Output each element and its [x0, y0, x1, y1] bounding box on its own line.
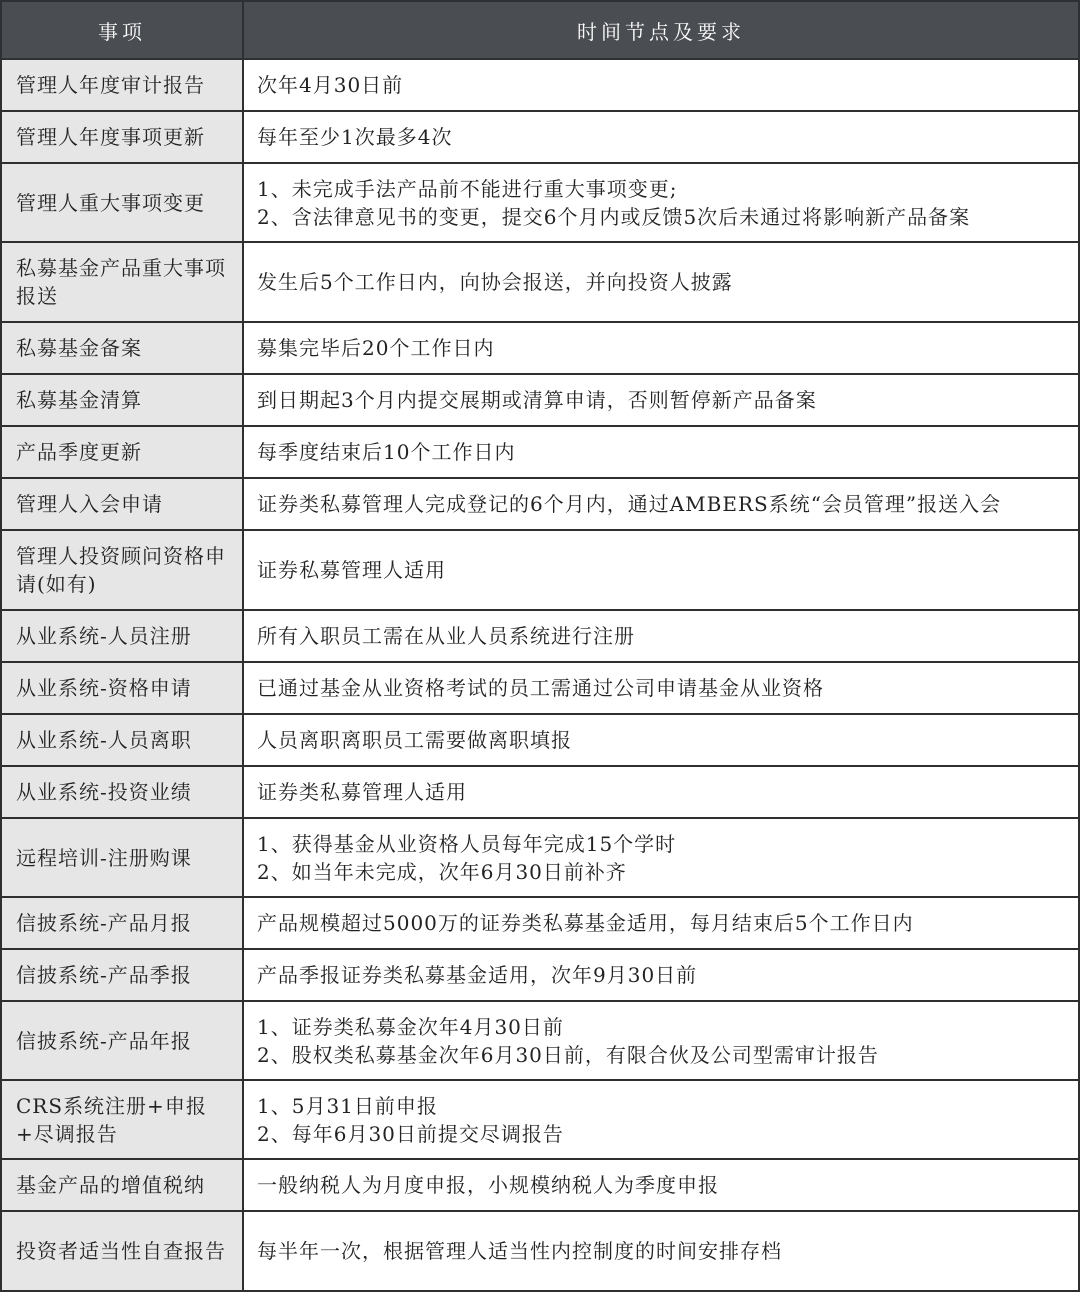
timing-line: 发生后5个工作日内，向协会报送，并向投资人披露 [257, 270, 733, 294]
timing-cell [243, 818, 1079, 897]
timing-line: 到日期起3个月内提交展期或清算申请，否则暂停新产品备案 [257, 388, 817, 412]
item-cell: 从业系统-投资业绩 [1, 766, 243, 818]
timing-line: 募集完毕后20个工作日内 [257, 336, 495, 360]
timing-line: 2、含法律意见书的变更，提交6个月内或反馈5次后未通过将影响新产品备案 [257, 204, 971, 229]
timing-cell [243, 111, 1079, 163]
table-row [1, 111, 1079, 163]
timing-cell [243, 949, 1079, 1001]
item-cell: 产品季度更新 [1, 426, 243, 478]
timing-cell [243, 714, 1079, 766]
timing-line: 产品规模超过5000万的证券类私募基金适用，每月结束后5个工作日内 [257, 911, 914, 935]
timing-cell [243, 242, 1079, 322]
table-row [1, 374, 1079, 426]
timing-line: 2、如当年未完成，次年6月30日前补齐 [257, 859, 627, 884]
table-row [1, 1080, 1079, 1159]
timing-cell [243, 1001, 1079, 1080]
item-cell: 管理人重大事项变更 [1, 163, 243, 242]
timing-line: 1、未完成手法产品前不能进行重大事项变更; [257, 176, 678, 201]
timing-line: 每季度结束后10个工作日内 [257, 440, 516, 464]
timing-line: 已通过基金从业资格考试的员工需通过公司申请基金从业资格 [257, 676, 824, 700]
timing-cell [243, 897, 1079, 949]
timing-cell [243, 662, 1079, 714]
timing-line: 产品季报证券类私募基金适用，次年9月30日前 [257, 963, 698, 987]
item-cell: 远程培训-注册购课 [1, 818, 243, 897]
table-row [1, 662, 1079, 714]
timing-line: 1、5月31日前申报 [257, 1093, 438, 1118]
timing-cell [243, 530, 1079, 610]
timing-cell [243, 478, 1079, 530]
item-cell: 从业系统-人员注册 [1, 610, 243, 662]
table-body [1, 59, 1079, 1291]
table-row [1, 949, 1079, 1001]
timing-cell [243, 610, 1079, 662]
item-cell: 信披系统-产品月报 [1, 897, 243, 949]
table-row [1, 766, 1079, 818]
table-row [1, 163, 1079, 242]
item-cell: 管理人入会申请 [1, 478, 243, 530]
header-item: 事项 [1, 1, 243, 59]
table-row [1, 610, 1079, 662]
item-cell: 管理人投资顾问资格申请(如有) [1, 530, 243, 610]
timing-line: 1、获得基金从业资格人员每年完成15个学时 [257, 831, 677, 856]
timing-cell [243, 766, 1079, 818]
timing-cell [243, 163, 1079, 242]
table-row [1, 818, 1079, 897]
item-cell: CRS系统注册+申报+尽调报告 [1, 1080, 243, 1159]
timing-line: 每半年一次，根据管理人适当性内控制度的时间安排存档 [257, 1239, 782, 1263]
table-row [1, 1159, 1079, 1211]
table-row [1, 426, 1079, 478]
timing-line: 人员离职离职员工需要做离职填报 [257, 728, 572, 752]
header-timing: 时间节点及要求 [243, 1, 1079, 59]
item-cell: 信披系统-产品季报 [1, 949, 243, 1001]
table-row [1, 242, 1079, 322]
table-row [1, 1001, 1079, 1080]
table-row [1, 714, 1079, 766]
table-row [1, 322, 1079, 374]
timing-line: 证券类私募管理人适用 [257, 780, 467, 804]
timing-line: 1、证券类私募金次年4月30日前 [257, 1014, 564, 1039]
timing-cell [243, 1159, 1079, 1211]
timing-line: 2、股权类私募基金次年6月30日前，有限合伙及公司型需审计报告 [257, 1042, 879, 1067]
item-cell: 从业系统-资格申请 [1, 662, 243, 714]
item-cell: 私募基金产品重大事项报送 [1, 242, 243, 322]
timing-line: 每年至少1次最多4次 [257, 125, 453, 149]
item-cell: 管理人年度事项更新 [1, 111, 243, 163]
timing-cell [243, 1211, 1079, 1291]
timing-line: 一般纳税人为月度申报，小规模纳税人为季度申报 [257, 1173, 719, 1197]
table-header-row [1, 1, 1079, 59]
timing-line: 次年4月30日前 [257, 73, 404, 97]
timing-cell [243, 322, 1079, 374]
item-cell: 从业系统-人员离职 [1, 714, 243, 766]
table-row [1, 897, 1079, 949]
timing-line: 2、每年6月30日前提交尽调报告 [257, 1121, 564, 1146]
timing-cell [243, 1080, 1079, 1159]
table-row [1, 1211, 1079, 1291]
table-row [1, 59, 1079, 111]
item-cell: 投资者适当性自查报告 [1, 1211, 243, 1291]
timing-cell [243, 59, 1079, 111]
item-cell: 信披系统-产品年报 [1, 1001, 243, 1080]
timing-cell [243, 426, 1079, 478]
timing-line: 证券类私募管理人完成登记的6个月内，通过AMBERS系统“会员管理”报送入会 [257, 492, 1002, 516]
item-cell: 私募基金清算 [1, 374, 243, 426]
timing-line: 所有入职员工需在从业人员系统进行注册 [257, 624, 635, 648]
table-row [1, 530, 1079, 610]
timing-cell [243, 374, 1079, 426]
item-cell: 私募基金备案 [1, 322, 243, 374]
table-row [1, 478, 1079, 530]
timing-line: 证券私募管理人适用 [257, 558, 446, 582]
item-cell: 基金产品的增值税纳 [1, 1159, 243, 1211]
item-cell: 管理人年度审计报告 [1, 59, 243, 111]
